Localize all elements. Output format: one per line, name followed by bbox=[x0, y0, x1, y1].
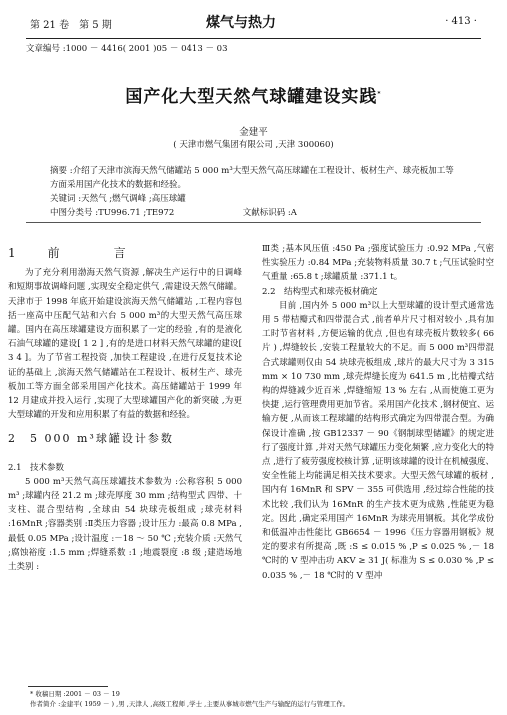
document-code: 文献标识码 :A bbox=[242, 208, 297, 218]
volume-issue: 第 21 卷 第 5 期 bbox=[30, 20, 112, 31]
title-footnote-mark: * bbox=[377, 90, 382, 98]
page-number: · 413 · bbox=[445, 16, 477, 27]
footnote-author-bio: 作者简介 :金建平( 1959 － ) ,男 ,天津人 ,高级工程师 ,学士 ,主要从事城市燃气生产与输配的运行与管理工作。 bbox=[30, 700, 350, 708]
section-heading-design: 2 5 000 m³球罐设计参数 bbox=[8, 432, 174, 446]
abstract: 摘要 :介绍了天津市滨海天然气储罐站 5 000 m³大型天然气高压球罐在工程设计、板材生产、球壳板加工等方面采用国产化技术的数据和经验。 bbox=[50, 166, 454, 190]
header-rule bbox=[26, 38, 481, 39]
journal-name: 煤气与热力 bbox=[206, 15, 276, 31]
footnote-received: * 收稿日期 :2001 － 03 － 19 bbox=[30, 690, 120, 698]
intro-paragraph: 为了充分利用渤海天然气资源 ,解决生产运行中的日调峰和短期事故调峰问题 ,实现安全稳定供气 ,需建设天然气储罐。天津市于 1998 年底开始建设滨海天然气储罐站 ,工程内容包括一座高中压配气站和六台 5 000 m³的大型天然气高压球罐。国内在高压球罐建设方面积累了一定的经验 ,有的是液化石油气球罐的建设[ 1 2 ] ,有的是进口材料天然气球罐的建设[ 3 4 ]。为了节省工程投资 ,加快工程建设 ,在进行反复技术论证的基础上 ,滨海天然气储罐站在工程设计、板材生产、球壳板加工等方面全部采用国产化技术。高压储罐站于 1999 年 12 月建成并投入运行 ,实现了大型球罐国产化的新突破 ,为更大型球罐的开发和应用积累了有益的数据和经验。 bbox=[8, 268, 242, 421]
affiliation: ( 天津市燃气集团有限公司 ,天津 300060) bbox=[173, 140, 334, 150]
running-header bbox=[0, 6, 507, 34]
subsection-heading-parameters: 2.1 技术参数 bbox=[8, 462, 65, 473]
keywords: 关键词 :天然气 ;燃气调峰 ;高压球罐 bbox=[50, 194, 186, 204]
article-number: 文章编号 :1000 － 4416( 2001 )05 － 0413 － 03 bbox=[26, 44, 228, 54]
structure-paragraph: 目前 ,国内外 5 000 m³以上大型球罐的设计型式通常选用 5 带桔瓣式和四带混合式 ,前者单片尺寸相对较小 ,具有加工时节省材料 ,方便运输的优点 ,但也有球壳板片数较多( 66 片 ) ,焊缝较长 ,安装工程量较大的不足。而 5 000 m³四带混合式球罐则仅由 54 块球壳板组成 ,球片的最大尺寸为 3 315 mm × 10 730 mm ,球壳焊缝长度为 641.5 m ,比桔瓣式结构的焊缝减少近百米 ,焊缝缩短 13 % 左右 ,从而使施工更为快捷 ,运行管理费用更加节省。采用国产化技术 ,钢材便宜、运输方便 ,从而该工程球罐的结构形式确定为四带混合型。为确保设计准确 ,按 GB12337 － 90《钢制球型储罐》的规定进行了强度计算 ,并对天然气球罐压力变化频繁 ,应力变化大的特点 ,进行了疲劳强度校核计算 ,证明该球罐的设计在机械强度、安全性能上均能满足相关技术要求。大型天然气球罐的板材 ,国内有 16MnR 和 SPV － 355 可供选用 ,经过综合性能的技术比较 ,我们认为 16MnR 的生产技术更为成熟 ,性能更为稳定。因此 ,确定采用国产 16MnR 为球壳用钢板。其化学成份和低温冲击性能比 GB6654 － 1996《压力容器用钢板》规定的要求有所提高 ,既 :S ≤ 0.015 % ,P ≤ 0.025 % ,－ 18 ℃时的 V 型冲击功 AKV ≥ 31 J( 标准为 S ≤ 0.030 % ,P ≤ 0.035 % ,－ 18 ℃时的 V 型冲 bbox=[262, 300, 494, 581]
left-column bbox=[8, 246, 242, 574]
section-heading-intro: 1 前 言 bbox=[8, 246, 136, 260]
footnote-rule bbox=[28, 686, 108, 687]
paper-title bbox=[0, 82, 507, 107]
parameters-paragraph: 5 000 m³天然气高压球罐技术参数为 :公称容积 5 000 m³ ;球罐内径 21.2 m ;球壳厚度 30 mm ;结构型式 四带、十支柱、混合型结构 ,全球由 54 块球壳板组成 ;球壳材料 :16MnR ;容器类别 :Ⅱ类压力容器 ;设计压力 :最高 0.8 MPa ,最低 0.05 MPa ;设计温度 :－18 ～ 50 ℃ ;充装介质 :天然气 ;腐蚀裕度 :1.5 mm ;焊缝系数 :1 ;地震裂度 :8 级 ;建造场地土类别 : bbox=[8, 476, 242, 573]
clc-number: 中图分类号 :TU996.71 ;TE972 bbox=[50, 208, 175, 218]
right-column bbox=[262, 242, 494, 583]
title-text: 国产化大型天然气球罐建设实践 bbox=[125, 87, 378, 107]
author: 金建平 bbox=[239, 127, 268, 138]
parameters-continued: Ⅲ类 ;基本风压值 :450 Pa ;强度试验压力 :0.92 MPa ,气密性实验压力 :0.84 MPa ;充装物料质量 30.7 t ;气压试验时空气重量 :65.8 t ;球罐质量 :371.1 t。 bbox=[262, 244, 494, 283]
classification bbox=[50, 206, 297, 218]
abstract-separator bbox=[26, 222, 481, 223]
subsection-heading-structure: 2.2 结构型式和球壳板材确定 bbox=[262, 286, 378, 297]
